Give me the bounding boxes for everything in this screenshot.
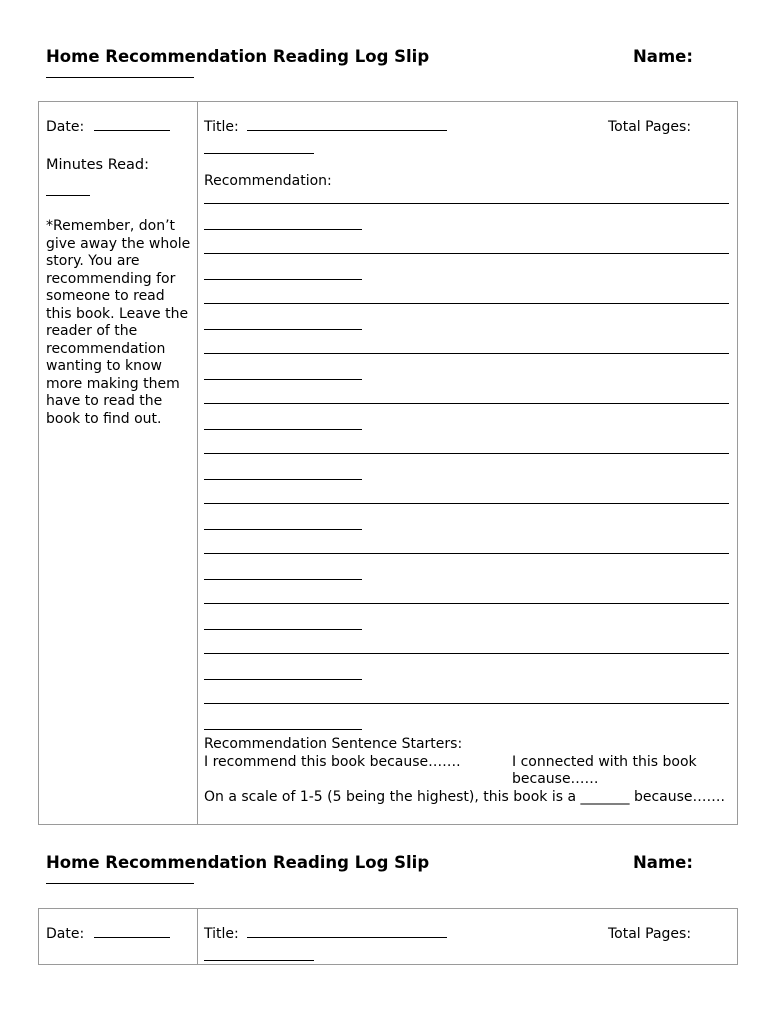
name-blank[interactable] [46,883,194,884]
slip-title: Home Recommendation Reading Log Slip [46,853,430,872]
date-row [46,119,170,135]
starter-2: I connected with this book because…… [512,753,697,787]
writing-line-continuation[interactable] [204,679,362,680]
date-row [46,926,170,942]
title-row [204,119,447,135]
sentence-starters [204,736,732,806]
writing-line[interactable] [204,453,729,454]
writing-line[interactable] [204,703,729,704]
starter-1: I recommend this book because……. [204,753,461,770]
starters-heading: Recommendation Sentence Starters: [204,736,463,752]
writing-line[interactable] [204,403,729,404]
title-label: Title: [204,926,239,942]
date-label: Date: [46,119,85,135]
slip-title: Home Recommendation Reading Log Slip [46,47,430,66]
writing-line[interactable] [204,653,729,654]
title-row [204,926,447,942]
writing-line[interactable] [204,503,729,504]
writing-line[interactable] [204,253,729,254]
writing-line-continuation[interactable] [204,329,362,330]
title-label: Title: [204,119,239,135]
name-label: Name: [633,853,693,872]
total-pages-blank[interactable] [204,960,314,961]
writing-line-continuation[interactable] [204,279,362,280]
title-blank[interactable] [247,936,447,938]
writing-line-continuation[interactable] [204,579,362,580]
writing-line[interactable] [204,303,729,304]
starter-3: On a scale of 1-5 (5 being the highest), this book is a _______ because……. [204,788,725,805]
writing-line[interactable] [204,203,729,204]
name-blank[interactable] [46,77,194,78]
writing-line-continuation[interactable] [204,729,362,730]
starters-row-1 [204,753,732,787]
date-label: Date: [46,926,85,942]
date-blank[interactable] [94,936,170,938]
title-blank[interactable] [247,129,447,131]
writing-line-continuation[interactable] [204,479,362,480]
slip-table [38,101,738,825]
writing-line-continuation[interactable] [204,429,362,430]
total-pages-label: Total Pages: [608,926,692,942]
slip-table [38,908,738,965]
recommendation-label: Recommendation: [204,173,332,189]
writing-line[interactable] [204,353,729,354]
writing-line-continuation[interactable] [204,229,362,230]
name-label: Name: [633,47,693,66]
writing-line-continuation[interactable] [204,529,362,530]
reminder-text: *Remember, don’t give away the whole story. You are recommending for someone to read this book. Leave the reader of the recommendation wanting to know more making them have to read the book to find out. [46,218,191,427]
writing-line[interactable] [204,553,729,554]
column-divider [197,102,198,824]
minutes-label: Minutes Read: [46,157,150,173]
date-blank[interactable] [94,129,170,131]
column-divider [197,909,198,964]
total-pages-label: Total Pages: [608,119,692,135]
minutes-blank[interactable] [46,194,90,196]
total-pages-blank[interactable] [204,153,314,154]
writing-line[interactable] [204,603,729,604]
writing-line-continuation[interactable] [204,379,362,380]
writing-line-continuation[interactable] [204,629,362,630]
